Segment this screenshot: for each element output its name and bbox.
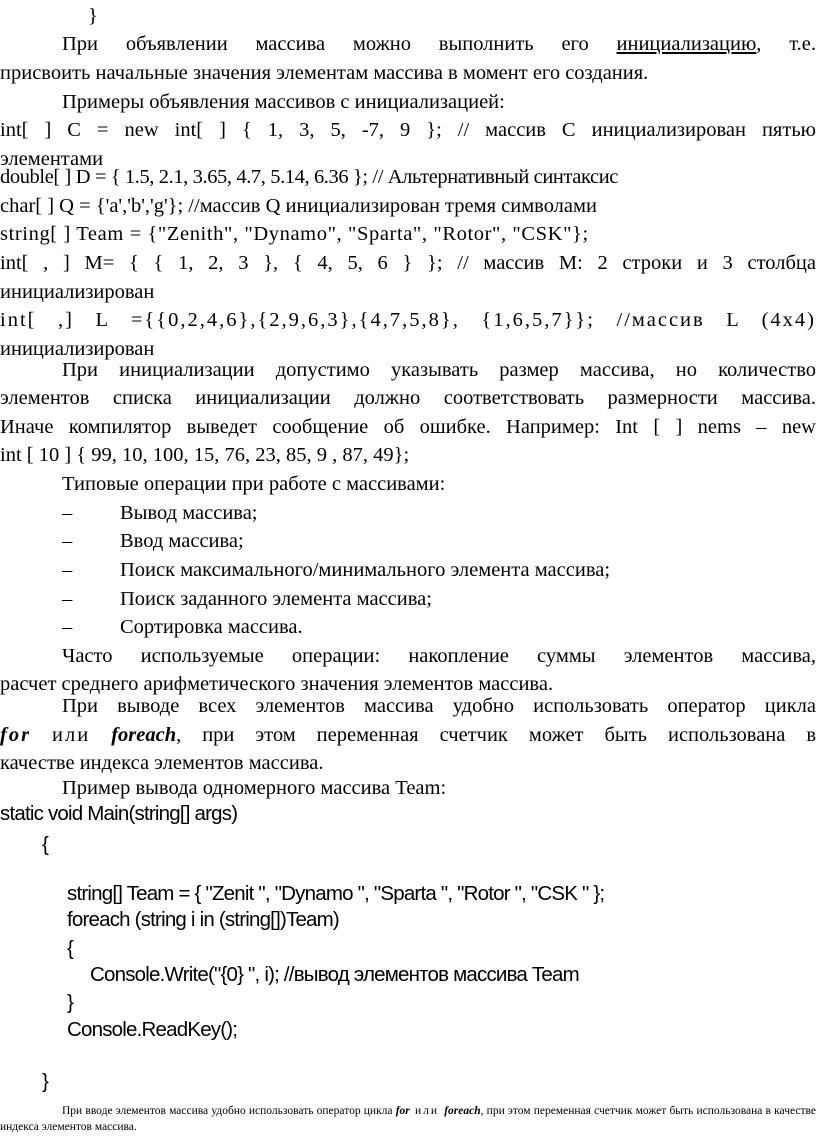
underlined-term: инициализацию <box>616 33 757 55</box>
code-line: Console.Write("{0} ", i); //вывод элементов массива Team <box>90 963 579 986</box>
keyword-for: for <box>0 724 32 746</box>
paragraph-size: При инициализации допустимо указывать размер массива, но количество <box>62 359 816 381</box>
code-line: { <box>42 833 49 856</box>
text: или <box>409 1105 445 1117</box>
list-item-text: Поиск заданного элемента массива; <box>120 588 432 610</box>
example-4x4-array: int[ ,] L ={{0,2,4,6},{2,9,6,3},{4,7,5,8}, {1,6,5,7}}; //массив L (4х4) <box>0 309 816 331</box>
paragraph-loops-line3: качестве индекса элементов массива. <box>0 752 324 774</box>
list-item-text: Поиск максимального/минимального элемента массива; <box>120 559 611 581</box>
text: или <box>52 724 91 746</box>
output-example-heading: Пример вывода одномерного массива Team: <box>62 777 447 799</box>
code-line: } <box>67 991 74 1014</box>
example-int-array-line2: элементами <box>0 148 104 170</box>
code-line: static void Main(string[] args) <box>0 802 238 825</box>
example-2d-array-line2: инициализирован <box>0 281 155 303</box>
keyword-foreach: foreach <box>444 1105 481 1117</box>
text: При объявлении массива можно выполнить его <box>62 33 617 55</box>
paragraph-initialization <box>0 30 816 59</box>
list-item-text: Ввод массива; <box>120 530 244 552</box>
example-4x4-array-line2: инициализирован <box>0 338 155 360</box>
text: При вводе элементов массива удобно использовать оператор цикла <box>62 1105 396 1117</box>
paragraph-loops: При выводе всех элементов массива удобно использовать оператор цикла <box>62 695 816 717</box>
list-item-text: Вывод массива; <box>120 502 258 524</box>
code-line: Console.ReadKey(); <box>67 1018 238 1041</box>
code-line: string[] Team = { "Zenit ", "Dynamo ", "Sparta ", "Rotor ", "CSK " }; <box>67 882 605 905</box>
code-line: } <box>42 1070 49 1093</box>
keyword-for: for <box>395 1105 410 1117</box>
paragraph-size-line2: элементов списка инициализации должно соответствовать размерности массива. <box>0 387 816 409</box>
text: , при этом переменная счетчик может быть использована в <box>176 724 816 746</box>
example-2d-array: int[ , ] M= { { 1, 2, 3 }, { 4, 5, 6 } }; // массив M: 2 строки и 3 столбца <box>0 252 816 274</box>
code-line: { <box>67 937 74 960</box>
dash-bullet: – <box>62 588 73 610</box>
dash-bullet: – <box>62 530 73 552</box>
example-string-array: string[ ] Team = {"Zenith", "Dynamo", "Sparta", "Rotor", "CSK"}; <box>0 223 589 245</box>
text: , т.е. <box>756 33 816 55</box>
closing-brace-top: } <box>88 5 98 27</box>
paragraph-common-ops-line2: расчет среднего арифметического значения элементов массива. <box>0 673 554 695</box>
code-line: foreach (string i in (string[])Team) <box>67 908 339 931</box>
example-double-array: double[ ] D = { 1.5, 2.1, 3.65, 4.7, 5.14, 6.36 }; // Альтернативный синтаксис <box>0 166 618 188</box>
dash-bullet: – <box>62 616 73 638</box>
examples-heading: Примеры объявления массивов с инициализацией: <box>62 91 505 113</box>
keyword-foreach: foreach <box>111 724 177 746</box>
paragraph-common-ops: Часто используемые операции: накопление суммы элементов массива, <box>62 645 816 667</box>
example-int-array: int[ ] C = new int[ ] { 1, 3, 5, -7, 9 }; // массив C инициализирован пятью <box>0 119 816 141</box>
paragraph-size-line4: int [ 10 ] { 99, 10, 100, 15, 76, 23, 85, 9 , 87, 49}; <box>0 444 410 466</box>
example-char-array: char[ ] Q = {'a','b','g'}; //массив Q инициализирован тремя символами <box>0 195 597 217</box>
footnote <box>0 1103 816 1135</box>
text: , при этом переменная счетчик может быть использована в качестве индекса элементов массива. <box>0 1105 816 1133</box>
operations-heading: Типовые операции при работе с массивами: <box>62 473 446 495</box>
paragraph-loops-line2 <box>0 721 816 750</box>
list-item-text: Сортировка массива. <box>120 616 303 638</box>
paragraph-size-line3: Иначе компилятор выведет сообщение об ошибке. Например: Int [ ] nems – new <box>0 416 816 438</box>
dash-bullet: – <box>62 559 73 581</box>
dash-bullet: – <box>62 502 73 524</box>
paragraph-initialization-line2: присвоить начальные значения элементам массива в момент его создания. <box>0 62 649 84</box>
